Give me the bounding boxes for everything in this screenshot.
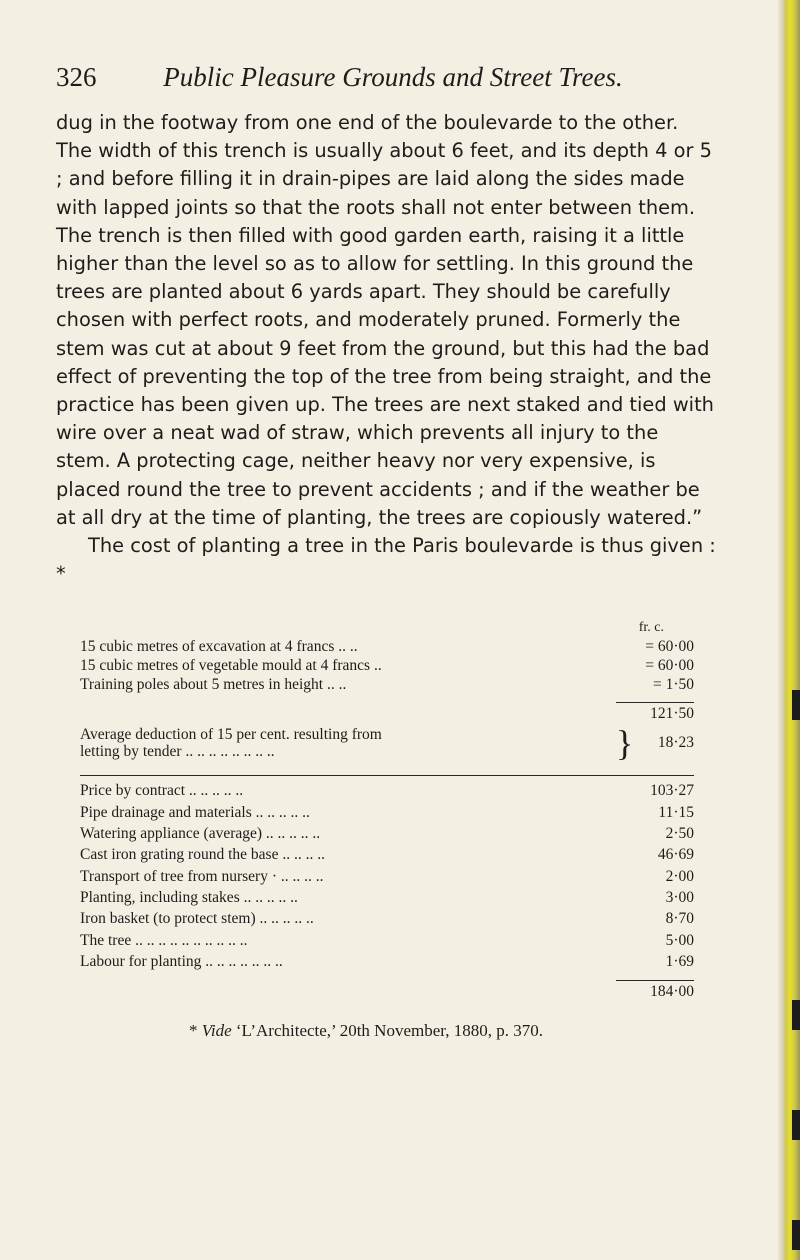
cost-label: Iron basket (to protect stem) .. .. .. .. .. <box>80 910 314 928</box>
deduction-value: 18·23 <box>657 734 694 752</box>
cost-value: 1·69 <box>665 952 694 970</box>
cost-label: 15 cubic metres of vegetable mould at 4 francs .. <box>80 657 382 675</box>
cost-value: 5·00 <box>665 931 694 949</box>
book-spine-edge <box>778 0 800 1260</box>
cost-value: 2·00 <box>665 867 694 885</box>
cost-table <box>80 618 694 1003</box>
cost-label: Planting, including stakes .. .. .. .. .. <box>80 888 298 906</box>
cost-value: = 60·00 <box>645 638 694 656</box>
deduction-row <box>80 723 694 764</box>
subtotal: 121·50 <box>650 705 694 723</box>
deduction-line: letting by tender .. .. .. .. .. .. .. .. <box>80 743 275 761</box>
cost-group-1 <box>80 637 694 694</box>
cost-row <box>80 802 694 823</box>
cost-value: 103·27 <box>650 782 694 800</box>
cost-group-2 <box>80 780 694 972</box>
footnote-text: ‘L’Architecte,’ 20th November, 1880, p. 370. <box>235 1021 544 1041</box>
deduction-line: Average deduction of 15 per cent. resulting from <box>80 726 382 744</box>
cost-row <box>80 780 694 801</box>
book-page <box>56 62 716 1041</box>
cost-row <box>80 866 694 887</box>
grand-total: 184·00 <box>650 983 694 1001</box>
cost-row <box>80 887 694 908</box>
unit-header: fr. c. <box>638 620 664 636</box>
cost-row <box>80 675 694 694</box>
cost-value: = 1·50 <box>652 676 694 694</box>
cost-row <box>80 823 694 844</box>
brace-icon: } <box>616 723 634 764</box>
edge-mark <box>792 1110 800 1140</box>
cost-label: Pipe drainage and materials .. .. .. .. .. <box>80 803 310 821</box>
cost-label: Training poles about 5 metres in height .. .. <box>80 676 347 694</box>
running-title: Public Pleasure Grounds and Street Trees. <box>163 62 623 92</box>
cost-row <box>80 908 694 929</box>
cost-value: 46·69 <box>657 846 694 864</box>
cost-row <box>80 930 694 951</box>
body-paragraph: The cost of planting a tree in the Paris boulevarde is thus given : * <box>56 534 716 586</box>
cost-label: 15 cubic metres of excavation at 4 francs .. .. <box>80 638 358 656</box>
body-paragraph: dug in the footway from one end of the boulevarde to the other. The width of this trench is usually about 6 feet, and its depth 4 or 5 ; and before filling it in drain-pipes are laid along the sides made with lapped joints so that the roots shall not enter between them. The trench is then filled with good garden earth, raising it a little higher than the level so as to allow for settling. In this ground the trees are planted about 6 yards apart. They should be carefully chosen with perfect roots, and moderately pruned. Formerly the stem was cut at about 9 feet from the ground, but this had the bad effect of preventing the top of the tree from being straight, and the practice has been given up. The trees are next staked and tied with wire over a neat wad of straw, which prevents all injury to the stem. A protecting cage, neither heavy nor very expensive, is placed round the tree to prevent accidents ; and if the weather be at all dry at the time of planting, the trees are copiously watered.” <box>56 111 714 529</box>
cost-value: 3·00 <box>665 888 694 906</box>
edge-mark <box>792 1000 800 1030</box>
cost-label: Labour for planting .. .. .. .. .. .. .. <box>80 952 283 970</box>
cost-value: 2·50 <box>665 825 694 843</box>
cost-row <box>80 951 694 972</box>
edge-mark <box>792 1220 800 1250</box>
running-header <box>56 62 716 93</box>
cost-label: Transport of tree from nursery · .. .. .. .. <box>80 867 324 885</box>
cost-row <box>80 844 694 865</box>
cost-label: Cast iron grating round the base .. .. .. .. <box>80 846 325 864</box>
cost-label: Watering appliance (average) .. .. .. .. .. <box>80 825 321 843</box>
footnote: * Vide ‘L’Architecte,’ 20th November, 1880, p. 370. <box>188 1021 544 1041</box>
edge-mark <box>792 690 800 720</box>
section-rule <box>80 775 694 776</box>
cost-row <box>80 637 694 656</box>
cost-label: Price by contract .. .. .. .. .. <box>80 782 244 800</box>
cost-value: = 60·00 <box>645 657 694 675</box>
footnote-vide: Vide <box>201 1021 232 1041</box>
cost-value: 11·15 <box>658 803 694 821</box>
cost-value: 8·70 <box>665 910 694 928</box>
cost-label: The tree .. .. .. .. .. .. .. .. .. .. <box>80 931 248 949</box>
page-number: 326 <box>56 62 97 92</box>
cost-row <box>80 656 694 675</box>
